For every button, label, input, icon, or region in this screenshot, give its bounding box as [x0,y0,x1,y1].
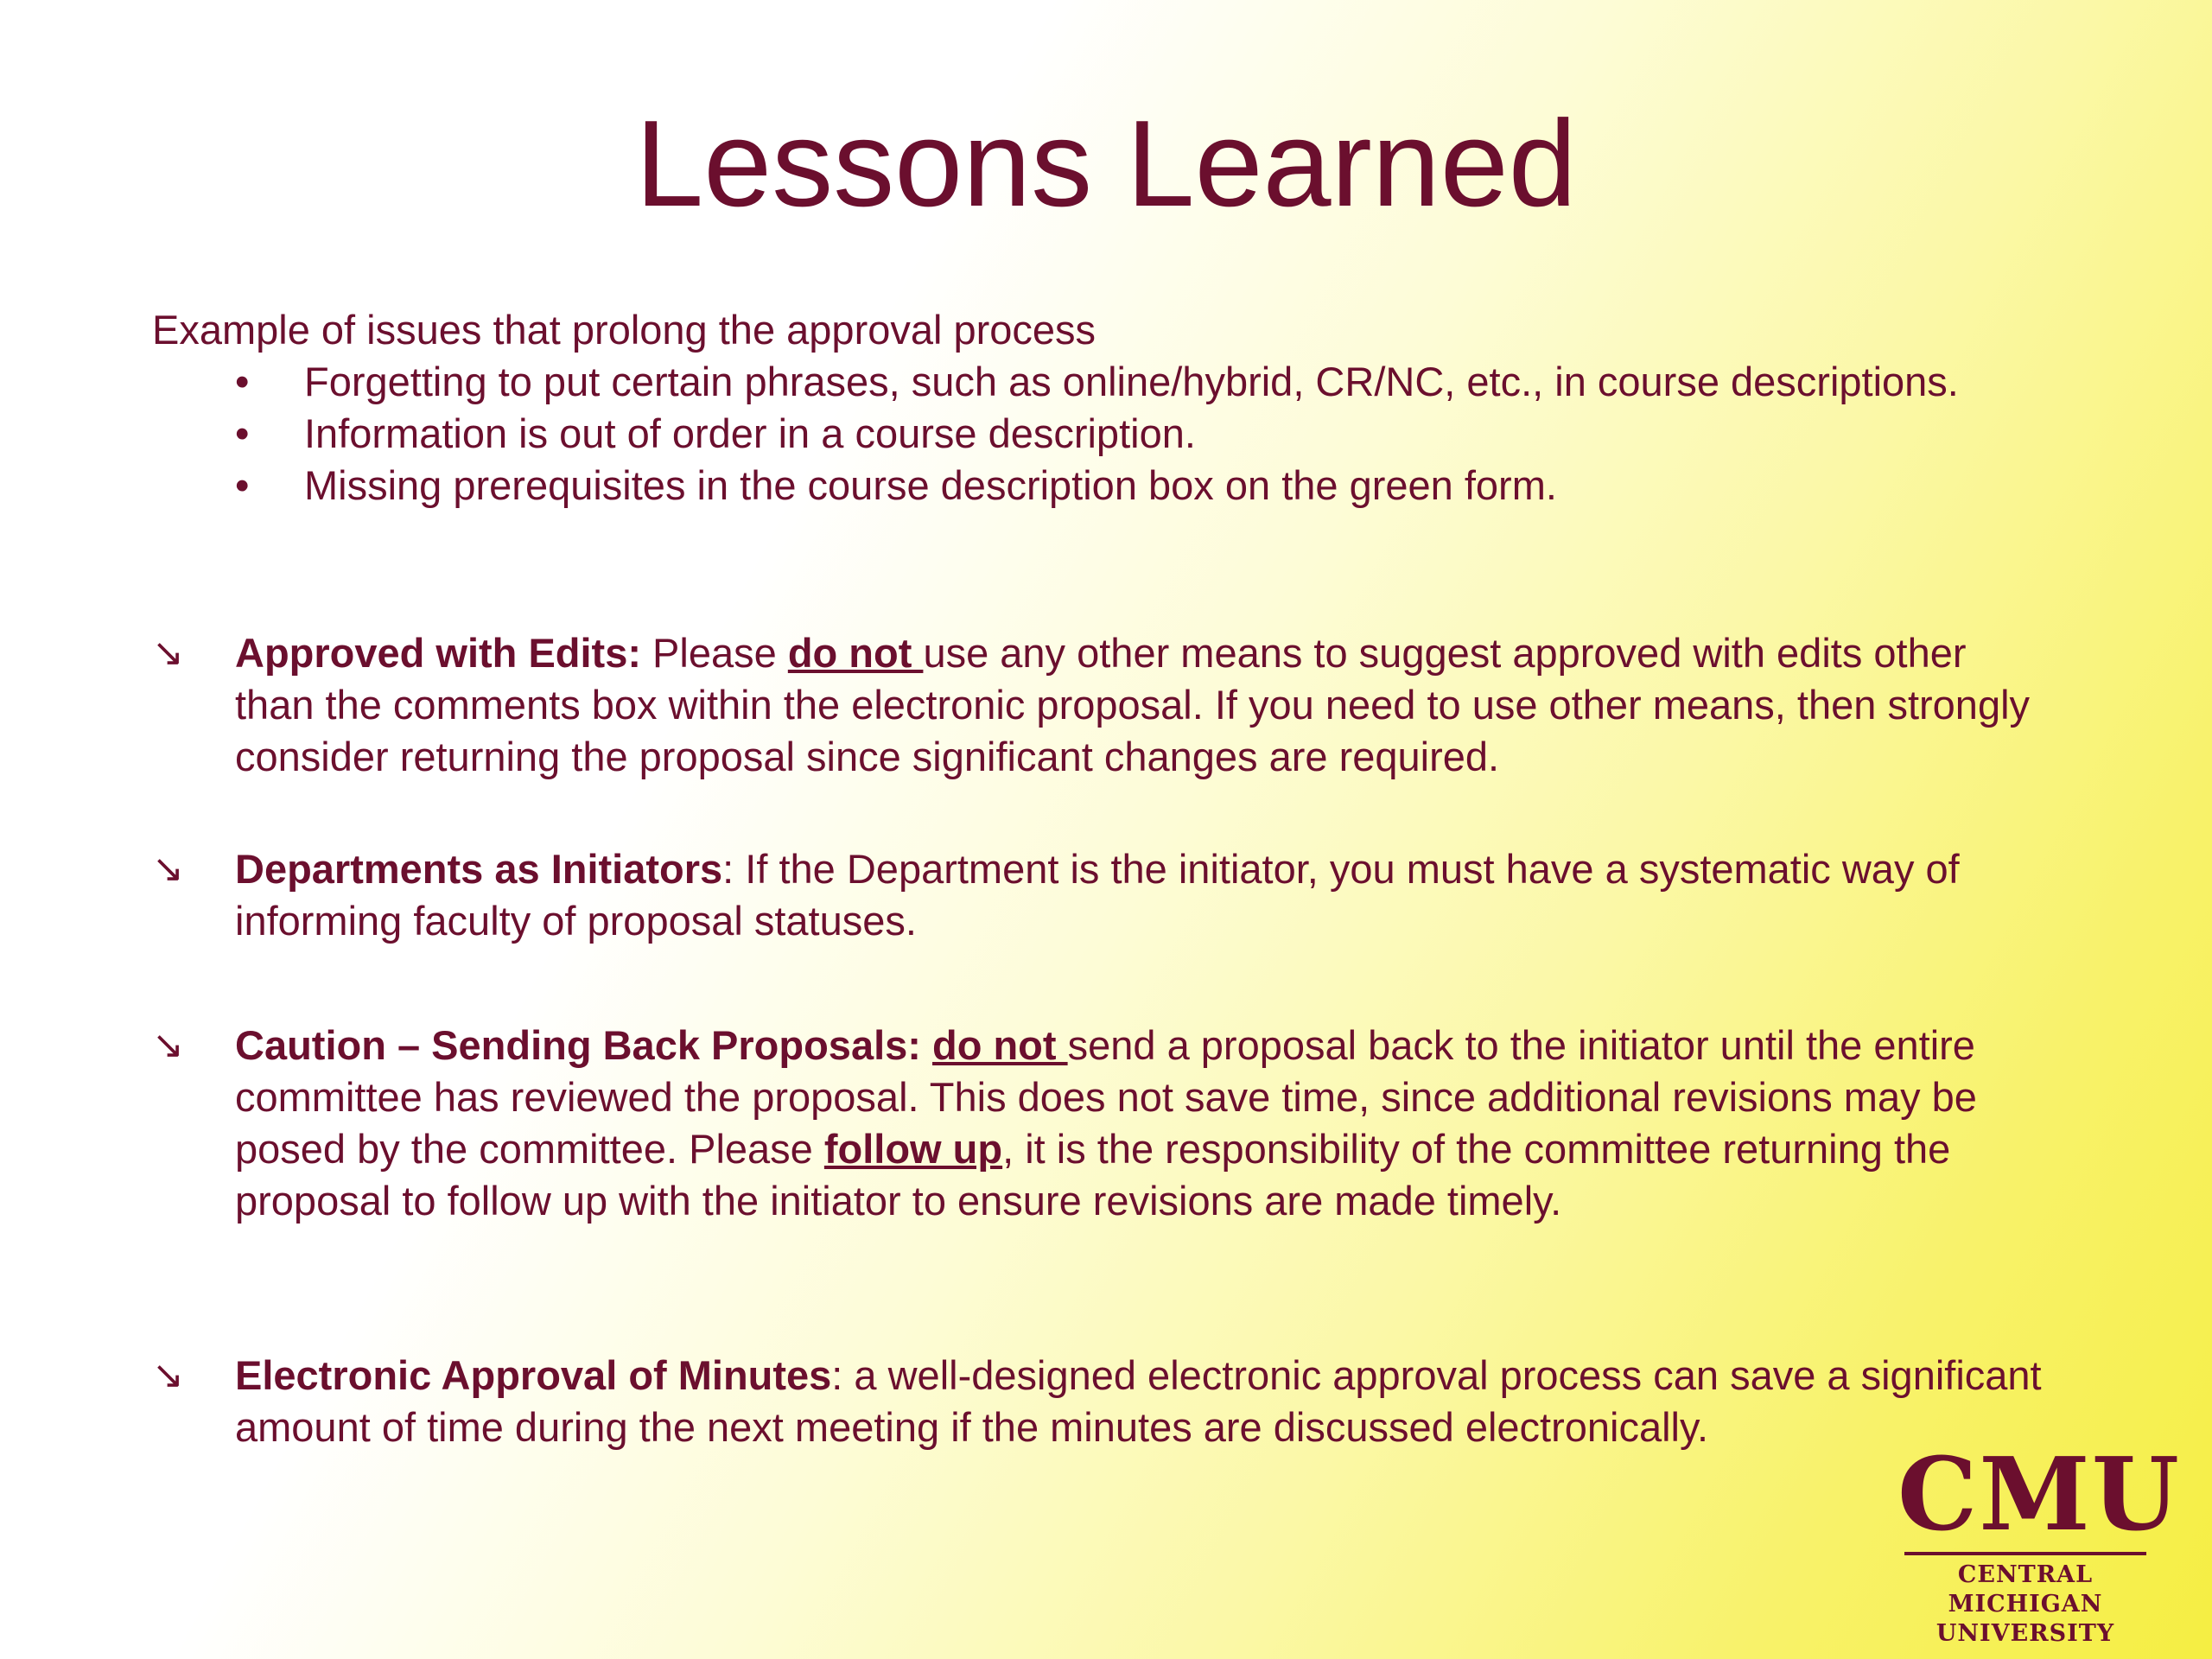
section-body [921,1022,932,1068]
section-approved-with-edits [152,627,2044,783]
section-text [235,843,2044,947]
section-body: : If the Department is the initiator, you must have a systematic way of informing faculty of proposal statuses. [235,846,1960,944]
arrow-down-right-icon: ↘ [152,1024,184,1066]
section-text [235,1020,2044,1227]
bullet-text: Forgetting to put certain phrases, such as online/hybrid, CR/NC, etc., in course descriptions. [304,359,1959,404]
section-body: : a well-designed electronic approval process can save a significant amount of time during the next meeting if the minutes are discussed electronically. [235,1352,2042,1450]
section-electronic-approval-of-minutes [152,1350,2044,1453]
logo-line-2: UNIVERSITY [1936,1620,2115,1647]
section-body: send a proposal back to the initiator until the entire committee has reviewed the proposal. This does not save time, since additional revisions may be posed by the committee. Please [235,1022,1977,1172]
arrow-down-right-icon: ↘ [152,632,184,674]
list-item [152,408,1972,460]
logo-mark: CMU [1897,1436,2181,1554]
bullet-text: Missing prerequisites in the course description box on the green form. [304,462,1557,508]
cmu-logo [1897,1436,2181,1649]
intro-bullet-list [152,356,2053,512]
list-item [152,356,1972,408]
bullet-text: Information is out of order in a course description. [304,410,1196,456]
section-text [235,627,2044,783]
arrow-down-right-icon: ↘ [152,1354,184,1396]
bullet-icon: • [235,462,250,508]
intro-block [152,304,2053,512]
logo-line-1: CENTRAL MICHIGAN [1948,1561,2103,1618]
intro-label: Example of issues that prolong the approval process [152,307,1096,353]
section-body: Please [641,630,788,676]
section-caution-sending-back [152,1020,2044,1227]
section-heading: Approved with Edits: [235,630,641,676]
section-heading: Departments as Initiators [235,846,723,892]
section-text [235,1350,2044,1453]
section-departments-as-initiators [152,843,2044,947]
bullet-icon: • [235,359,250,404]
bullet-icon: • [235,410,250,456]
arrow-down-right-icon: ↘ [152,848,184,890]
emphasis-follow-up: follow up [823,1126,1003,1172]
section-heading: Electronic Approval of Minutes [235,1352,832,1398]
section-body: , it is the responsibility of the committee returning the proposal to follow up with the initiator to ensure revisions are made timely. [235,1126,1951,1224]
list-item [152,460,1972,512]
emphasis-do-not: do not [787,630,924,676]
emphasis-do-not: do not [932,1022,1068,1068]
section-heading: Caution – Sending Back Proposals: [235,1022,921,1068]
slide-title: Lessons Learned [635,95,1577,232]
section-body: use any other means to suggest approved with edits other than the comments box within the electronic proposal. If you need to use other means, then strongly consider returning the proposal since significant changes are required. [235,630,2031,779]
